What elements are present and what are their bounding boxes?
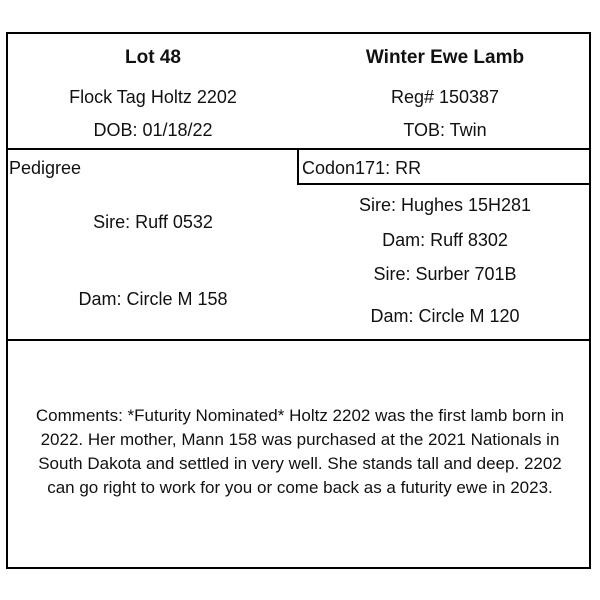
comments-divider xyxy=(6,339,591,341)
comments-line: South Dakota and settled in very well. She stands tall and deep. 2202 xyxy=(38,454,562,473)
comments-line: 2022. Her mother, Mann 158 was purchased at the 2021 Nationals in xyxy=(40,430,560,449)
comments-line: can go right to work for you or come back as a futurity ewe in 2023. xyxy=(47,478,553,497)
pedigree-label: Pedigree xyxy=(9,158,82,178)
dam-dam: Dam: Circle M 120 xyxy=(370,306,520,326)
comments-line: Comments: *Futurity Nominated* Holtz 2202 was the first lamb born in xyxy=(35,406,565,425)
codon-value: Codon171: RR xyxy=(302,158,422,178)
sire: Sire: Ruff 0532 xyxy=(93,212,213,232)
codon-box-left xyxy=(297,148,299,185)
lamb-category: Winter Ewe Lamb xyxy=(365,47,525,68)
dam: Dam: Circle M 158 xyxy=(78,289,228,309)
sire-dam: Dam: Ruff 8302 xyxy=(382,230,508,250)
codon-box-bottom xyxy=(298,183,591,185)
date-of-birth: DOB: 01/18/22 xyxy=(93,120,213,140)
comments-text xyxy=(0,404,600,500)
type-of-birth: TOB: Twin xyxy=(403,120,487,140)
flock-tag: Flock Tag Holtz 2202 xyxy=(69,87,237,107)
sire-sire: Sire: Hughes 15H281 xyxy=(358,195,532,215)
registration-number: Reg# 150387 xyxy=(390,87,500,107)
dam-sire: Sire: Surber 701B xyxy=(373,264,517,284)
lot-number: Lot 48 xyxy=(125,47,181,68)
